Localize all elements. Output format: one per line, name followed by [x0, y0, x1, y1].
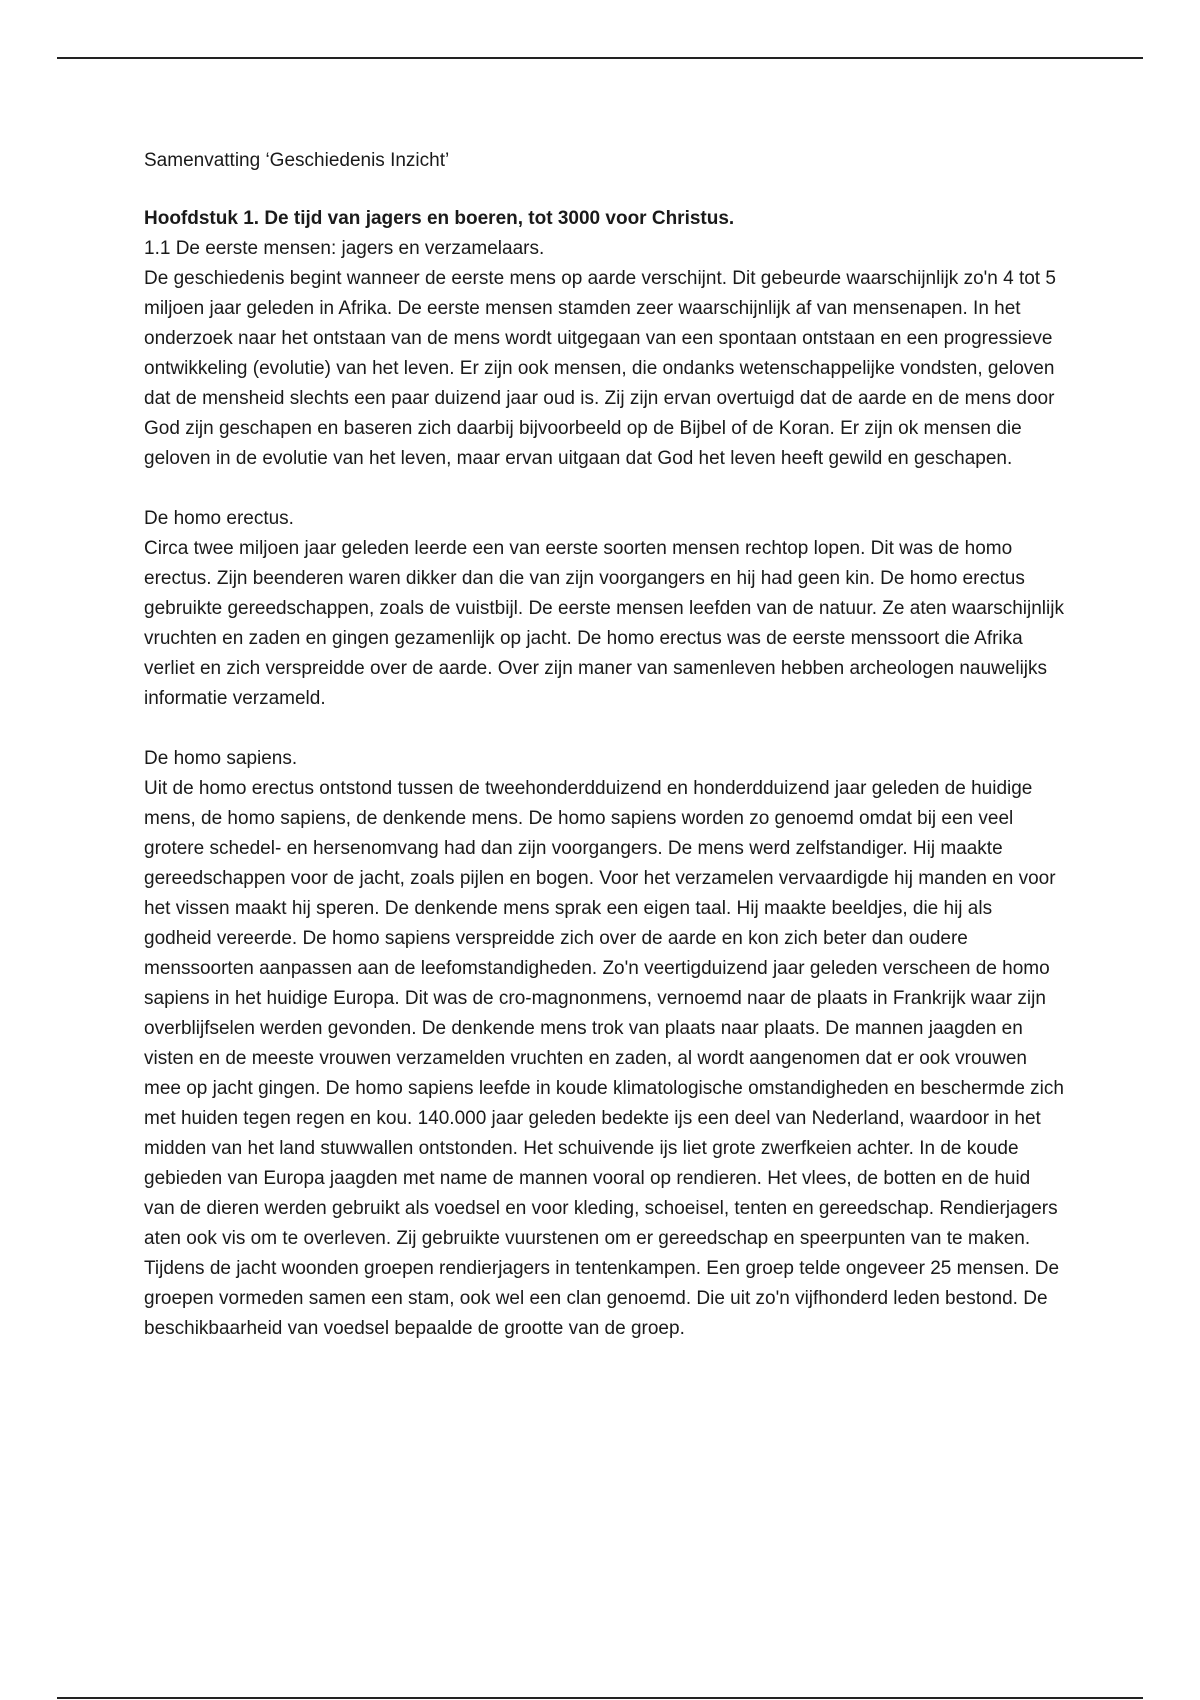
homo-sapiens-heading: De homo sapiens.: [144, 748, 298, 769]
page-footer-rule: [57, 1697, 1143, 1699]
section-heading: 1.1 De eerste mensen: jagers en verzamelaars.: [144, 238, 545, 259]
homo-sapiens-paragraph: Uit de homo erectus ontstond tussen de tweehonderdduizend en honderdduizend jaar geleden de huidige mens, de homo sapiens, de denkende mens. De homo sapiens worden zo genoemd omdat bij een veel grotere schedel- en hersenomvang had dan zijn voorgangers. De mens werd zelfstandiger. Hij maakte gereedschappen voor de jacht, zoals pijlen en bogen. Voor het verzamelen vervaardigde hij manden en voor het vissen maakt hij speren. De denkende mens sprak een eigen taal. Hij maakte beeldjes, die hij als godheid vereerde. De homo sapiens verspreidde zich over de aarde en kon zich beter dan oudere menssoorten aanpassen aan de leefomstandigheden. Zo'n veertigduizend jaar geleden verscheen de homo sapiens in het huidige Europa. Dit was de cro-magnonmens, vernoemd naar de plaats in Frankrijk waar zijn overblijfselen werden gevonden. De denkende mens trok van plaats naar plaats. De mannen jaagden en visten en de meeste vrouwen verzamelden vruchten en zaden, al wordt aangenomen dat er ook vrouwen mee op jacht gingen. De homo sapiens leefde in koude klimatologische omstandigheden en beschermde zich met huiden tegen regen en kou. 140.000 jaar geleden bedekte ijs een deel van Nederland, waardoor in het midden van het land stuwwallen ontstonden. Het schuivende ijs liet grote zwerfkeien achter. In de koude gebieden van Europa jaagden met name de mannen vooral op rendieren. Het vlees, de botten en de huid van de dieren werden gebruikt als voedsel en voor kleding, schoeisel, tenten en gereedschap. Rendierjagers aten ook vis om te overleven. Zij gebruikte vuurstenen om er gereedschap en speerpunten van te maken. Tijdens de jacht woonden groepen rendierjagers in tentenkampen. Een groep telde ongeveer 25 mensen. De groepen vormeden samen een stam, ook wel een clan genoemd. Die uit zo'n vijfhonderd leden bestond. De beschikbaarheid van voedsel bepaalde de grootte van de groep.: [144, 778, 1064, 1339]
document-title: Samenvatting ‘Geschiedenis Inzicht’: [144, 150, 450, 171]
homo-erectus-paragraph: Circa twee miljoen jaar geleden leerde een van eerste soorten mensen rechtop lopen. Dit was de homo erectus. Zijn beenderen waren dikker dan die van zijn voorgangers en hij had geen kin. De homo erectus gebruikte gereedschappen, zoals de vuistbijl. De eerste mensen leefden van de natuur. Ze aten waarschijnlijk vruchten en zaden en gingen gezamenlijk op jacht. De homo erectus was de eerste menssoort die Afrika verliet en zich verspreidde over de aarde. Over zijn maner van samenleven hebben archeologen nauwelijks informatie verzameld.: [144, 538, 1064, 709]
chapter-heading: Hoofdstuk 1. De tijd van jagers en boeren, tot 3000 voor Christus.: [144, 208, 735, 229]
page-header-rule: [57, 57, 1143, 59]
document-body: [144, 146, 1064, 1344]
intro-paragraph: De geschiedenis begint wanneer de eerste mens op aarde verschijnt. Dit gebeurde waarschijnlijk zo'n 4 tot 5 miljoen jaar geleden in Afrika. De eerste mensen stamden zeer waarschijnlijk af van mensenapen. In het onderzoek naar het ontstaan van de mens wordt uitgegaan van een spontaan ontstaan en een progressieve ontwikkeling (evolutie) van het leven. Er zijn ook mensen, die ondanks wetenschappelijke vondsten, geloven dat de mensheid slechts een paar duizend jaar oud is. Zij zijn ervan overtuigd dat de aarde en de mens door God zijn geschapen en baseren zich daarbij bijvoorbeeld op de Bijbel of de Koran. Er zijn ok mensen die geloven in de evolutie van het leven, maar ervan uitgaan dat God het leven heeft gewild en geschapen.: [144, 268, 1056, 469]
homo-erectus-heading: De homo erectus.: [144, 508, 294, 529]
